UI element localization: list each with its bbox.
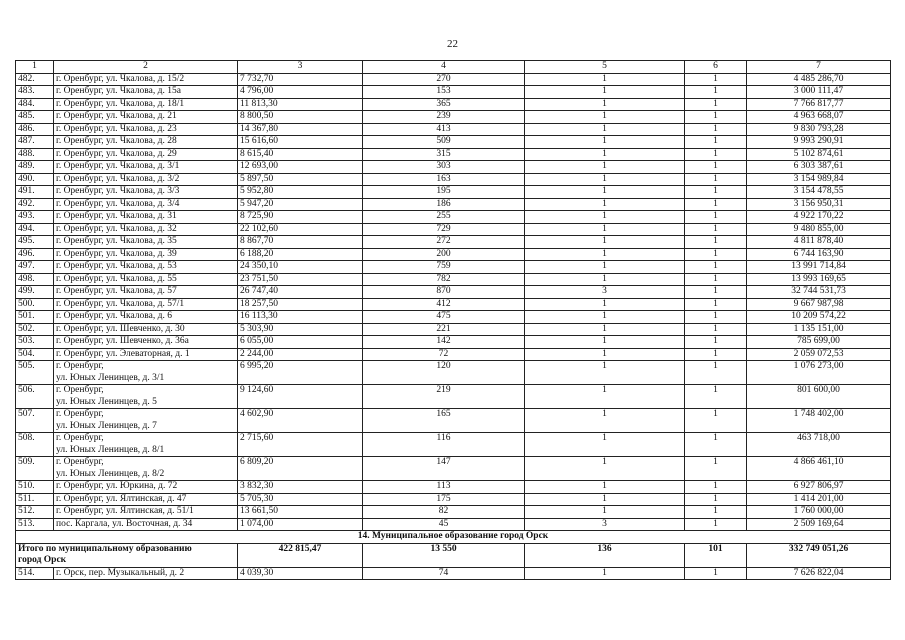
value5-cell: 1 (525, 493, 685, 506)
count-cell: 475 (363, 311, 525, 324)
value5-cell: 1 (525, 98, 685, 111)
amount-cell: 6 927 806,97 (747, 481, 891, 494)
count-cell: 221 (363, 323, 525, 336)
table-row (16, 198, 891, 211)
value6-cell: 1 (685, 409, 747, 433)
value5-cell: 1 (525, 211, 685, 224)
address-cell: г. Оренбург, ул. Чкалова, д. 3/4 (54, 198, 238, 211)
table-row (16, 223, 891, 236)
row-number: 493. (16, 211, 54, 224)
area-cell: 2 244,00 (238, 348, 363, 361)
value6-cell: 1 (685, 86, 747, 99)
value5-cell: 3 (525, 286, 685, 299)
section-title: 14. Муниципальное образование город Орск (16, 531, 891, 544)
value5-cell: 1 (525, 348, 685, 361)
header-cell: 5 (525, 61, 685, 74)
header-cell: 2 (54, 61, 238, 74)
count-cell: 365 (363, 98, 525, 111)
amount-cell: 1 748 402,00 (747, 409, 891, 433)
amount-cell: 3 154 478,55 (747, 186, 891, 199)
header-cell: 7 (747, 61, 891, 74)
value6-cell: 1 (685, 223, 747, 236)
value6-cell: 1 (685, 348, 747, 361)
total-value5-cell: 136 (525, 543, 685, 567)
row-number: 504. (16, 348, 54, 361)
count-cell: 272 (363, 236, 525, 249)
amount-cell: 10 209 574,22 (747, 311, 891, 324)
value5-cell: 1 (525, 567, 685, 580)
area-cell: 4 602,90 (238, 409, 363, 433)
amount-cell: 7 626 822,04 (747, 567, 891, 580)
address-cell: г. Оренбург, ул. Чкалова, д. 21 (54, 111, 238, 124)
address-line-2: ул. Юных Ленинцев, д. 8/2 (56, 468, 165, 479)
count-cell: 303 (363, 161, 525, 174)
value5-cell: 1 (525, 385, 685, 409)
value6-cell: 1 (685, 123, 747, 136)
count-cell: 163 (363, 173, 525, 186)
address-cell: г. Оренбург, ул. Элеваторная, д. 1 (54, 348, 238, 361)
table-row (16, 361, 891, 385)
row-number: 513. (16, 518, 54, 531)
address-cell: г. Оренбург, ул. Чкалова, д. 57/1 (54, 298, 238, 311)
value6-cell: 1 (685, 236, 747, 249)
value5-cell: 1 (525, 311, 685, 324)
area-cell: 9 124,60 (238, 385, 363, 409)
value5-cell: 1 (525, 161, 685, 174)
amount-cell: 1 135 151,00 (747, 323, 891, 336)
address-line-2: ул. Юных Ленинцев, д. 5 (56, 396, 157, 407)
amount-cell: 3 000 111,47 (747, 86, 891, 99)
count-cell: 759 (363, 261, 525, 274)
row-number: 487. (16, 136, 54, 149)
area-cell: 8 725,90 (238, 211, 363, 224)
area-cell: 2 715,60 (238, 433, 363, 457)
row-number: 491. (16, 186, 54, 199)
value5-cell: 1 (525, 173, 685, 186)
table-row (16, 286, 891, 299)
amount-cell: 4 811 878,40 (747, 236, 891, 249)
value5-cell: 1 (525, 273, 685, 286)
area-cell: 8 867,70 (238, 236, 363, 249)
value6-cell: 1 (685, 173, 747, 186)
value5-cell: 1 (525, 248, 685, 261)
address-line-1: г. Оренбург, (56, 385, 104, 395)
count-cell: 219 (363, 385, 525, 409)
area-cell: 11 813,30 (238, 98, 363, 111)
header-cell: 6 (685, 61, 747, 74)
row-number: 484. (16, 98, 54, 111)
value5-cell: 1 (525, 261, 685, 274)
value5-cell: 1 (525, 298, 685, 311)
table-row (16, 86, 891, 99)
address-cell: г. Оренбург, ул. Чкалова, д. 57 (54, 286, 238, 299)
count-cell: 74 (363, 567, 525, 580)
row-number: 503. (16, 336, 54, 349)
count-cell: 45 (363, 518, 525, 531)
count-cell: 153 (363, 86, 525, 99)
address-cell: г. Оренбург, ул. Чкалова, д. 28 (54, 136, 238, 149)
area-cell: 18 257,50 (238, 298, 363, 311)
value5-cell: 1 (525, 236, 685, 249)
table-row (16, 481, 891, 494)
area-cell: 5 947,20 (238, 198, 363, 211)
table-row (16, 506, 891, 519)
area-cell: 5 952,80 (238, 186, 363, 199)
value6-cell: 1 (685, 73, 747, 86)
value5-cell: 1 (525, 123, 685, 136)
count-cell: 72 (363, 348, 525, 361)
table-row (16, 518, 891, 531)
value6-cell: 1 (685, 148, 747, 161)
row-number: 488. (16, 148, 54, 161)
amount-cell: 3 156 950,31 (747, 198, 891, 211)
value5-cell: 1 (525, 186, 685, 199)
table-row (16, 409, 891, 433)
row-number: 501. (16, 311, 54, 324)
value6-cell: 1 (685, 493, 747, 506)
row-number: 514. (16, 567, 54, 580)
total-area-cell: 422 815,47 (238, 543, 363, 567)
count-cell: 200 (363, 248, 525, 261)
row-number: 506. (16, 385, 54, 409)
row-number: 511. (16, 493, 54, 506)
table-row (16, 336, 891, 349)
address-cell (54, 361, 238, 385)
amount-cell: 9 480 855,00 (747, 223, 891, 236)
amount-cell: 1 076 273,00 (747, 361, 891, 385)
address-cell: г. Оренбург, ул. Чкалова, д. 31 (54, 211, 238, 224)
value6-cell: 1 (685, 567, 747, 580)
address-cell: г. Оренбург, ул. Чкалова, д. 55 (54, 273, 238, 286)
table-row (16, 148, 891, 161)
table-row (16, 457, 891, 481)
table-row (16, 111, 891, 124)
address-cell (54, 433, 238, 457)
count-cell: 270 (363, 73, 525, 86)
table-row (16, 273, 891, 286)
count-cell: 239 (363, 111, 525, 124)
row-number: 494. (16, 223, 54, 236)
value6-cell: 1 (685, 506, 747, 519)
header-cell: 3 (238, 61, 363, 74)
area-cell: 3 832,30 (238, 481, 363, 494)
address-cell (54, 409, 238, 433)
address-cell: г. Оренбург, ул. Чкалова, д. 15а (54, 86, 238, 99)
amount-cell: 1 760 000,00 (747, 506, 891, 519)
total-count-cell: 13 550 (363, 543, 525, 567)
value5-cell: 1 (525, 457, 685, 481)
area-cell: 22 102,60 (238, 223, 363, 236)
area-cell: 23 751,50 (238, 273, 363, 286)
address-cell: г. Оренбург, ул. Чкалова, д. 15/2 (54, 73, 238, 86)
address-cell: г. Оренбург, ул. Чкалова, д. 3/2 (54, 173, 238, 186)
table-row (16, 236, 891, 249)
area-cell: 8 615,40 (238, 148, 363, 161)
count-cell: 116 (363, 433, 525, 457)
area-cell: 1 074,00 (238, 518, 363, 531)
amount-cell: 7 766 817,77 (747, 98, 891, 111)
table-row (16, 173, 891, 186)
count-cell: 509 (363, 136, 525, 149)
area-cell: 13 661,50 (238, 506, 363, 519)
table-row (16, 323, 891, 336)
address-cell: пос. Каргала, ул. Восточная, д. 34 (54, 518, 238, 531)
amount-cell: 32 744 531,73 (747, 286, 891, 299)
total-label-line-2: город Орск (18, 555, 67, 565)
amount-cell: 4 485 286,70 (747, 73, 891, 86)
value5-cell: 1 (525, 86, 685, 99)
amount-cell: 785 699,00 (747, 336, 891, 349)
value6-cell: 1 (685, 136, 747, 149)
row-number: 499. (16, 286, 54, 299)
amount-cell: 9 667 987,98 (747, 298, 891, 311)
count-cell: 315 (363, 148, 525, 161)
table-header (16, 61, 891, 74)
address-cell: г. Оренбург, ул. Чкалова, д. 18/1 (54, 98, 238, 111)
amount-cell: 9 993 290,91 (747, 136, 891, 149)
value5-cell: 1 (525, 136, 685, 149)
address-line-1: г. Оренбург, (56, 409, 104, 419)
amount-cell: 9 830 793,28 (747, 123, 891, 136)
table-row (16, 136, 891, 149)
amount-cell: 3 154 989,84 (747, 173, 891, 186)
area-cell: 7 732,70 (238, 73, 363, 86)
count-cell: 113 (363, 481, 525, 494)
table-row (16, 211, 891, 224)
table-row (16, 248, 891, 261)
area-cell: 4 796,00 (238, 86, 363, 99)
row-number: 509. (16, 457, 54, 481)
table-row (16, 186, 891, 199)
value5-cell: 1 (525, 361, 685, 385)
total-amount-cell: 332 749 051,26 (747, 543, 891, 567)
section-row (16, 531, 891, 544)
area-cell: 5 897,50 (238, 173, 363, 186)
row-number: 483. (16, 86, 54, 99)
count-cell: 195 (363, 186, 525, 199)
area-cell: 15 616,60 (238, 136, 363, 149)
address-line-2: ул. Юных Ленинцев, д. 7 (56, 420, 157, 431)
row-number: 512. (16, 506, 54, 519)
value5-cell: 1 (525, 481, 685, 494)
row-number: 510. (16, 481, 54, 494)
amount-cell: 4 866 461,10 (747, 457, 891, 481)
row-number: 498. (16, 273, 54, 286)
value6-cell: 1 (685, 273, 747, 286)
value5-cell: 1 (525, 336, 685, 349)
value6-cell: 1 (685, 481, 747, 494)
value6-cell: 1 (685, 336, 747, 349)
row-number: 505. (16, 361, 54, 385)
value6-cell: 1 (685, 311, 747, 324)
address-cell: г. Оренбург, ул. Ялтинская, д. 51/1 (54, 506, 238, 519)
address-cell: г. Оренбург, ул. Шевченко, д. 36а (54, 336, 238, 349)
count-cell: 175 (363, 493, 525, 506)
area-cell: 6 188,20 (238, 248, 363, 261)
count-cell: 82 (363, 506, 525, 519)
value6-cell: 1 (685, 361, 747, 385)
row-number: 500. (16, 298, 54, 311)
count-cell: 255 (363, 211, 525, 224)
amount-cell: 4 922 170,22 (747, 211, 891, 224)
value5-cell: 1 (525, 73, 685, 86)
row-number: 485. (16, 111, 54, 124)
value6-cell: 1 (685, 198, 747, 211)
row-number: 507. (16, 409, 54, 433)
value6-cell: 1 (685, 518, 747, 531)
table-body (16, 73, 891, 580)
value6-cell: 1 (685, 211, 747, 224)
area-cell: 6 809,20 (238, 457, 363, 481)
address-cell (54, 457, 238, 481)
table-row (16, 493, 891, 506)
amount-cell: 4 963 668,07 (747, 111, 891, 124)
value6-cell: 1 (685, 186, 747, 199)
address-line-1: г. Оренбург, (56, 433, 104, 443)
value6-cell: 1 (685, 385, 747, 409)
area-cell: 24 350,10 (238, 261, 363, 274)
area-cell: 26 747,40 (238, 286, 363, 299)
area-cell: 5 303,90 (238, 323, 363, 336)
value5-cell: 1 (525, 506, 685, 519)
address-cell (54, 385, 238, 409)
amount-cell: 463 718,00 (747, 433, 891, 457)
amount-cell: 1 414 201,00 (747, 493, 891, 506)
area-cell: 16 113,30 (238, 311, 363, 324)
address-cell: г. Оренбург, ул. Чкалова, д. 6 (54, 311, 238, 324)
address-cell: г. Оренбург, ул. Чкалова, д. 39 (54, 248, 238, 261)
value6-cell: 1 (685, 261, 747, 274)
table-row (16, 385, 891, 409)
value5-cell: 1 (525, 111, 685, 124)
value5-cell: 3 (525, 518, 685, 531)
row-number: 502. (16, 323, 54, 336)
value6-cell: 1 (685, 286, 747, 299)
table-row (16, 348, 891, 361)
amount-cell: 13 991 714,84 (747, 261, 891, 274)
count-cell: 186 (363, 198, 525, 211)
count-cell: 870 (363, 286, 525, 299)
area-cell: 6 995,20 (238, 361, 363, 385)
address-cell: г. Оренбург, ул. Чкалова, д. 35 (54, 236, 238, 249)
area-cell: 8 800,50 (238, 111, 363, 124)
row-number: 482. (16, 73, 54, 86)
address-line-1: г. Оренбург, (56, 361, 104, 371)
address-line-2: ул. Юных Ленинцев, д. 3/1 (56, 372, 165, 383)
address-cell: г. Оренбург, ул. Юркина, д. 72 (54, 481, 238, 494)
table-row (16, 161, 891, 174)
area-cell: 5 705,30 (238, 493, 363, 506)
count-cell: 147 (363, 457, 525, 481)
header-cell: 4 (363, 61, 525, 74)
value5-cell: 1 (525, 409, 685, 433)
total-row (16, 543, 891, 567)
amount-cell: 2 509 169,64 (747, 518, 891, 531)
value5-cell: 1 (525, 223, 685, 236)
table-row (16, 123, 891, 136)
row-number: 495. (16, 236, 54, 249)
value5-cell: 1 (525, 433, 685, 457)
row-number: 497. (16, 261, 54, 274)
value5-cell: 1 (525, 198, 685, 211)
address-cell: г. Орск, пер. Музыкальный, д. 2 (54, 567, 238, 580)
total-label (16, 543, 238, 567)
count-cell: 413 (363, 123, 525, 136)
property-table (15, 60, 891, 580)
amount-cell: 5 102 874,61 (747, 148, 891, 161)
amount-cell: 2 059 072,53 (747, 348, 891, 361)
value6-cell: 1 (685, 161, 747, 174)
table-row (16, 73, 891, 86)
table-row (16, 261, 891, 274)
value6-cell: 1 (685, 433, 747, 457)
address-cell: г. Оренбург, ул. Чкалова, д. 3/1 (54, 161, 238, 174)
count-cell: 412 (363, 298, 525, 311)
table-row (16, 311, 891, 324)
count-cell: 120 (363, 361, 525, 385)
header-cell: 1 (16, 61, 54, 74)
address-cell: г. Оренбург, ул. Чкалова, д. 3/3 (54, 186, 238, 199)
address-cell: г. Оренбург, ул. Шевченко, д. 30 (54, 323, 238, 336)
total-label-line-1: Итого по муниципальному образованию (18, 543, 192, 554)
table-row (16, 98, 891, 111)
address-cell: г. Оренбург, ул. Чкалова, д. 32 (54, 223, 238, 236)
amount-cell: 6 744 163,90 (747, 248, 891, 261)
row-number: 486. (16, 123, 54, 136)
value6-cell: 1 (685, 298, 747, 311)
value6-cell: 1 (685, 248, 747, 261)
address-cell: г. Оренбург, ул. Чкалова, д. 53 (54, 261, 238, 274)
area-cell: 4 039,30 (238, 567, 363, 580)
row-number: 489. (16, 161, 54, 174)
value6-cell: 1 (685, 323, 747, 336)
count-cell: 142 (363, 336, 525, 349)
area-cell: 12 693,00 (238, 161, 363, 174)
amount-cell: 13 993 169,65 (747, 273, 891, 286)
row-number: 496. (16, 248, 54, 261)
table-row (16, 298, 891, 311)
area-cell: 6 055,00 (238, 336, 363, 349)
table-row (16, 567, 891, 580)
value6-cell: 1 (685, 111, 747, 124)
count-cell: 782 (363, 273, 525, 286)
row-number: 490. (16, 173, 54, 186)
value6-cell: 1 (685, 457, 747, 481)
count-cell: 165 (363, 409, 525, 433)
count-cell: 729 (363, 223, 525, 236)
value5-cell: 1 (525, 148, 685, 161)
address-line-1: г. Оренбург, (56, 457, 104, 467)
value6-cell: 1 (685, 98, 747, 111)
table-row (16, 433, 891, 457)
page-number: 22 (447, 38, 458, 50)
amount-cell: 801 600,00 (747, 385, 891, 409)
address-cell: г. Оренбург, ул. Ялтинская, д. 47 (54, 493, 238, 506)
address-line-2: ул. Юных Ленинцев, д. 8/1 (56, 444, 165, 455)
area-cell: 14 367,80 (238, 123, 363, 136)
row-number: 508. (16, 433, 54, 457)
amount-cell: 6 303 387,61 (747, 161, 891, 174)
address-cell: г. Оренбург, ул. Чкалова, д. 29 (54, 148, 238, 161)
address-cell: г. Оренбург, ул. Чкалова, д. 23 (54, 123, 238, 136)
row-number: 492. (16, 198, 54, 211)
value5-cell: 1 (525, 323, 685, 336)
total-value6-cell: 101 (685, 543, 747, 567)
